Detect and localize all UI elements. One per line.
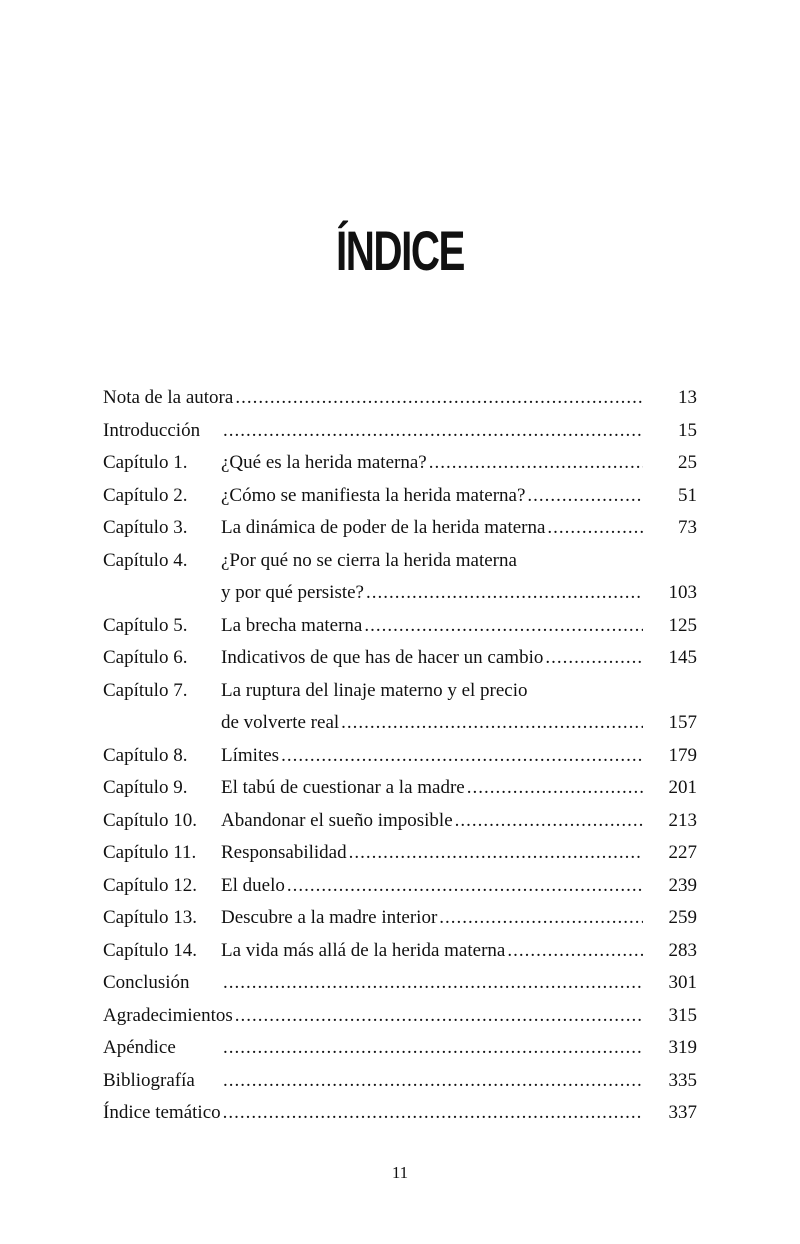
toc-entry-title <box>221 675 697 708</box>
toc-entry <box>103 675 697 708</box>
toc-entry-page: 335 <box>668 1069 697 1091</box>
toc-entry <box>103 1000 697 1033</box>
toc-entry <box>103 837 697 870</box>
toc-entry-text: Nota de la autora <box>103 387 234 408</box>
toc-entry-text: ¿Qué es la herida materna? <box>221 452 427 473</box>
toc-entry-title <box>103 382 643 415</box>
dot-leader <box>233 1000 643 1033</box>
dot-leader <box>543 642 643 675</box>
toc-entry-text: y por qué persiste? <box>221 582 364 603</box>
dot-leader <box>285 870 643 903</box>
toc-entry-title <box>221 642 643 675</box>
toc-entry-page: 145 <box>668 647 697 668</box>
toc-entry <box>103 545 697 578</box>
toc-entry-page: 337 <box>668 1102 697 1123</box>
toc-entry-label: Capítulo 9. <box>103 777 188 798</box>
dot-leader <box>427 447 643 480</box>
toc-entry <box>103 772 697 805</box>
toc-entry-title <box>103 1097 643 1130</box>
toc-entry-title <box>221 577 643 610</box>
toc-entry-title <box>221 870 643 903</box>
toc-entry-title <box>221 772 643 805</box>
dot-leader <box>339 707 643 740</box>
toc-entry-title <box>221 935 643 968</box>
toc-entry-page: 25 <box>678 452 697 473</box>
toc-entry <box>103 415 697 448</box>
toc-entry-text: ¿Por qué no se cierra la herida materna <box>221 549 517 571</box>
dot-leader <box>221 1065 643 1098</box>
toc-entry-page: 239 <box>668 874 697 896</box>
dot-leader <box>517 545 697 578</box>
toc-entry-label: Apéndice <box>103 1037 176 1058</box>
dot-leader <box>525 480 643 513</box>
page-title: ÍNDICE <box>335 219 465 282</box>
toc-entry <box>103 610 697 643</box>
toc-entry-page: 319 <box>668 1037 697 1058</box>
toc-entry-title <box>221 447 643 480</box>
toc-entry-text: Límites <box>221 744 280 766</box>
toc-entry-page: 259 <box>668 907 697 928</box>
dot-leader <box>221 415 643 448</box>
dot-leader <box>221 1097 643 1130</box>
toc-entry <box>103 480 697 513</box>
toc-entry <box>103 870 697 903</box>
dot-leader <box>453 805 643 838</box>
toc-entry <box>103 1065 697 1098</box>
dot-leader <box>545 512 643 545</box>
table-of-contents <box>103 382 697 1130</box>
toc-entry-label: Capítulo 8. <box>103 744 188 766</box>
toc-entry-text: de volverte real <box>221 712 340 733</box>
toc-entry-page: 103 <box>668 582 697 603</box>
toc-entry-title <box>221 902 643 935</box>
toc-entry-title <box>221 1065 643 1098</box>
toc-entry-page: 227 <box>668 842 697 863</box>
toc-entry-text: Índice temático <box>103 1102 221 1123</box>
dot-leader <box>221 967 643 1000</box>
dot-leader <box>364 577 643 610</box>
dot-leader <box>528 675 697 708</box>
dot-leader <box>362 610 643 643</box>
toc-entry-title <box>221 1032 643 1065</box>
toc-entry <box>103 577 697 610</box>
toc-entry-text: La ruptura del linaje materno y el precio <box>221 679 528 701</box>
toc-entry <box>103 447 697 480</box>
toc-entry <box>103 382 697 415</box>
toc-entry-text: Abandonar el sueño imposible <box>221 809 453 831</box>
toc-entry-title <box>221 740 643 773</box>
toc-entry-title <box>221 480 643 513</box>
toc-entry-text: La dinámica de poder de la herida materna <box>221 517 546 538</box>
toc-entry-title <box>221 610 643 643</box>
toc-entry-text: Descubre a la madre interior <box>221 907 438 928</box>
toc-entry-page: 213 <box>668 809 697 831</box>
dot-leader <box>505 935 643 968</box>
toc-entry-text: Agradecimientos <box>103 1004 233 1026</box>
toc-entry-text: ¿Cómo se manifiesta la herida materna? <box>221 484 526 506</box>
toc-entry-page: 283 <box>668 939 697 961</box>
toc-entry <box>103 1032 697 1065</box>
toc-entry-label: Capítulo 13. <box>103 907 197 928</box>
toc-entry-page: 179 <box>668 744 697 766</box>
toc-entry-page: 51 <box>678 484 697 506</box>
toc-entry-page: 301 <box>668 972 697 993</box>
toc-entry-text: Indicativos de que has de hacer un cambio <box>221 647 544 668</box>
toc-entry-label: Bibliografía <box>103 1069 195 1091</box>
toc-entry <box>103 707 697 740</box>
toc-entry-label: Capítulo 1. <box>103 452 188 473</box>
toc-entry-title <box>221 707 643 740</box>
dot-leader <box>221 1032 643 1065</box>
page-number: 11 <box>391 1163 409 1182</box>
toc-entry-title <box>221 837 643 870</box>
toc-entry-title <box>221 545 697 578</box>
toc-entry-title <box>221 967 643 1000</box>
toc-entry-label: Capítulo 14. <box>103 939 197 961</box>
toc-entry-label: Capítulo 11. <box>103 842 197 863</box>
toc-entry <box>103 805 697 838</box>
toc-entry-page: 157 <box>668 712 697 733</box>
toc-entry <box>103 740 697 773</box>
dot-leader <box>465 772 643 805</box>
toc-entry <box>103 642 697 675</box>
toc-entry-text: El duelo <box>221 874 285 896</box>
dot-leader <box>347 837 643 870</box>
toc-entry <box>103 512 697 545</box>
toc-entry-label: Capítulo 7. <box>103 679 188 701</box>
toc-entry <box>103 1097 697 1130</box>
toc-entry-title <box>221 805 643 838</box>
dot-leader <box>437 902 643 935</box>
toc-entry-label: Conclusión <box>103 972 190 993</box>
toc-entry-label: Introducción <box>103 419 201 441</box>
toc-entry <box>103 967 697 1000</box>
toc-entry-page: 13 <box>678 387 697 408</box>
toc-entry-page: 201 <box>668 777 697 798</box>
toc-entry-page: 73 <box>678 517 697 538</box>
toc-entry-text: La brecha materna <box>221 614 363 636</box>
toc-entry-label: Capítulo 4. <box>103 549 188 571</box>
toc-entry-text: El tabú de cuestionar a la madre <box>221 777 465 798</box>
dot-leader <box>233 382 643 415</box>
toc-entry-page: 125 <box>668 614 697 636</box>
toc-entry-label: Capítulo 10. <box>103 809 197 831</box>
toc-entry-text: La vida más allá de la herida materna <box>221 939 506 961</box>
toc-entry-label: Capítulo 12. <box>103 874 197 896</box>
toc-entry <box>103 935 697 968</box>
toc-entry-label: Capítulo 3. <box>103 517 188 538</box>
toc-entry-title <box>103 1000 643 1033</box>
toc-entry-title <box>221 512 643 545</box>
toc-entry <box>103 902 697 935</box>
dot-leader <box>279 740 643 773</box>
toc-entry-label: Capítulo 2. <box>103 484 188 506</box>
toc-entry-page: 15 <box>678 419 697 441</box>
toc-entry-title <box>221 415 643 448</box>
toc-entry-page: 315 <box>668 1004 697 1026</box>
toc-entry-text: Responsabilidad <box>221 842 347 863</box>
toc-entry-label: Capítulo 6. <box>103 647 188 668</box>
toc-entry-label: Capítulo 5. <box>103 614 188 636</box>
